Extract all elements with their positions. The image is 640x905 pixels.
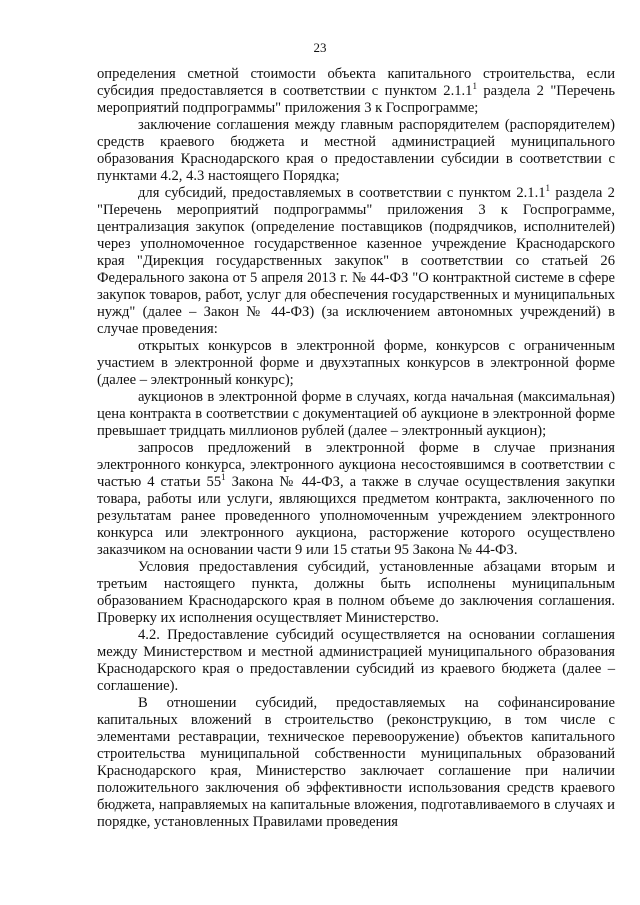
paragraph-p2 bbox=[97, 117, 615, 185]
page-number: 23 bbox=[313, 40, 327, 55]
paragraph-p6 bbox=[97, 440, 615, 559]
paragraph-p3 bbox=[97, 185, 615, 338]
footnote-marker: 1 bbox=[221, 472, 226, 483]
paragraph-p8 bbox=[97, 627, 615, 695]
paragraph-p7 bbox=[97, 559, 615, 627]
paragraph-p5 bbox=[97, 389, 615, 440]
paragraph-text: открытых конкурсов в электронной форме, конкурсов с ограниченным участием в электронной форме и двухэтапных конкурсов в электронной форме (далее – электронный конкурс); bbox=[97, 338, 615, 388]
paragraph-text: раздела 2 "Перечень мероприятий подпрограммы" приложения 3 к Госпрограмме, централизация закупок (определение поставщиков (подрядчиков, исполнителей) через уполномоченное государственное казенное учреждение Краснодарского края "Дирекция государственных закупок" в соответствии со статьей 26 Федерального закона от 5 апреля 2013 г. № 44-ФЗ "О контрактной системе в сфере закупок товаров, работ, услуг для обеспечения государственных и муниципальных нужд" (далее – Закон № 44-ФЗ) (за исключением автономных учреждений) в случае проведения: bbox=[97, 185, 615, 337]
paragraph-text: В отношении субсидий, предоставляемых на софинансирование капитальных вложений в строительство (реконструкцию, в том числе с элементами реставрации, техническое перевооружение) объектов капитального строительства муниципальной собственности муниципальных образований Краснодарского края, Министерство заключает соглашение при наличии положительного заключения об эффективности использования средств краевого бюджета, направляемых на капитальные вложения, подготавливаемого в случаях и порядке, установленных Правилами проведения bbox=[97, 695, 615, 830]
paragraph-text: Условия предоставления субсидий, установленные абзацами вторым и третьим настоящего пункта, должны быть исполнены муниципальным образованием Краснодарского края в полном объеме до заключения соглашения. Проверку их исполнения осуществляет Министерство. bbox=[97, 559, 615, 626]
footnote-marker: 1 bbox=[545, 183, 551, 194]
paragraph-text: запросов предложений в электронной форме в случае признания электронного конкурса, электронного аукциона несостоявшимся в соответствии с частью 4 статьи 55 bbox=[97, 440, 615, 490]
footnote-marker: 1 bbox=[472, 81, 477, 92]
paragraph-p9 bbox=[97, 695, 615, 831]
paragraph-p4 bbox=[97, 338, 615, 389]
paragraph-text: аукционов в электронной форме в случаях, когда начальная (максимальная) цена контракта в соответствии с документацией об аукционе в электронной форме превышает тридцать миллионов рублей (далее – электронный аукцион); bbox=[97, 389, 615, 439]
document-body bbox=[97, 66, 615, 831]
paragraph-text: определения сметной стоимости объекта капитального строительства, если субсидия предоставляется в соответствии с пунктом 2.1.1 bbox=[97, 66, 615, 99]
paragraph-text: для субсидий, предоставляемых в соответствии с пунктом 2.1.1 bbox=[138, 185, 546, 201]
paragraph-text: раздела 2 "Перечень мероприятий подпрограммы" приложения 3 к Госпрограмме; bbox=[97, 83, 615, 116]
paragraph-text: заключение соглашения между главным распорядителем (распорядителем) средств краевого бюджета и местной администрацией муниципального образования Краснодарского края о предоставлении субсидии в соответствии с пунктами 4.2, 4.3 настоящего Порядка; bbox=[97, 117, 615, 184]
paragraph-text: Закона № 44-ФЗ, а также в случае осуществления закупки товара, работы или услуги, являющихся предметом контракта, заключенного по результатам ранее проведенного уполномоченным учреждением электронного конкурса или электронного аукциона, расторжение которого осуществлено заказчиком на основании части 9 или 15 статьи 95 Закона № 44-ФЗ. bbox=[97, 474, 616, 558]
paragraph-p1 bbox=[97, 66, 615, 117]
paragraph-text: 4.2. Предоставление субсидий осуществляется на основании соглашения между Министерством и местной администрацией муниципального образования Краснодарского края о предоставлении субсидий из краевого бюджета (далее – соглашение). bbox=[97, 627, 615, 694]
